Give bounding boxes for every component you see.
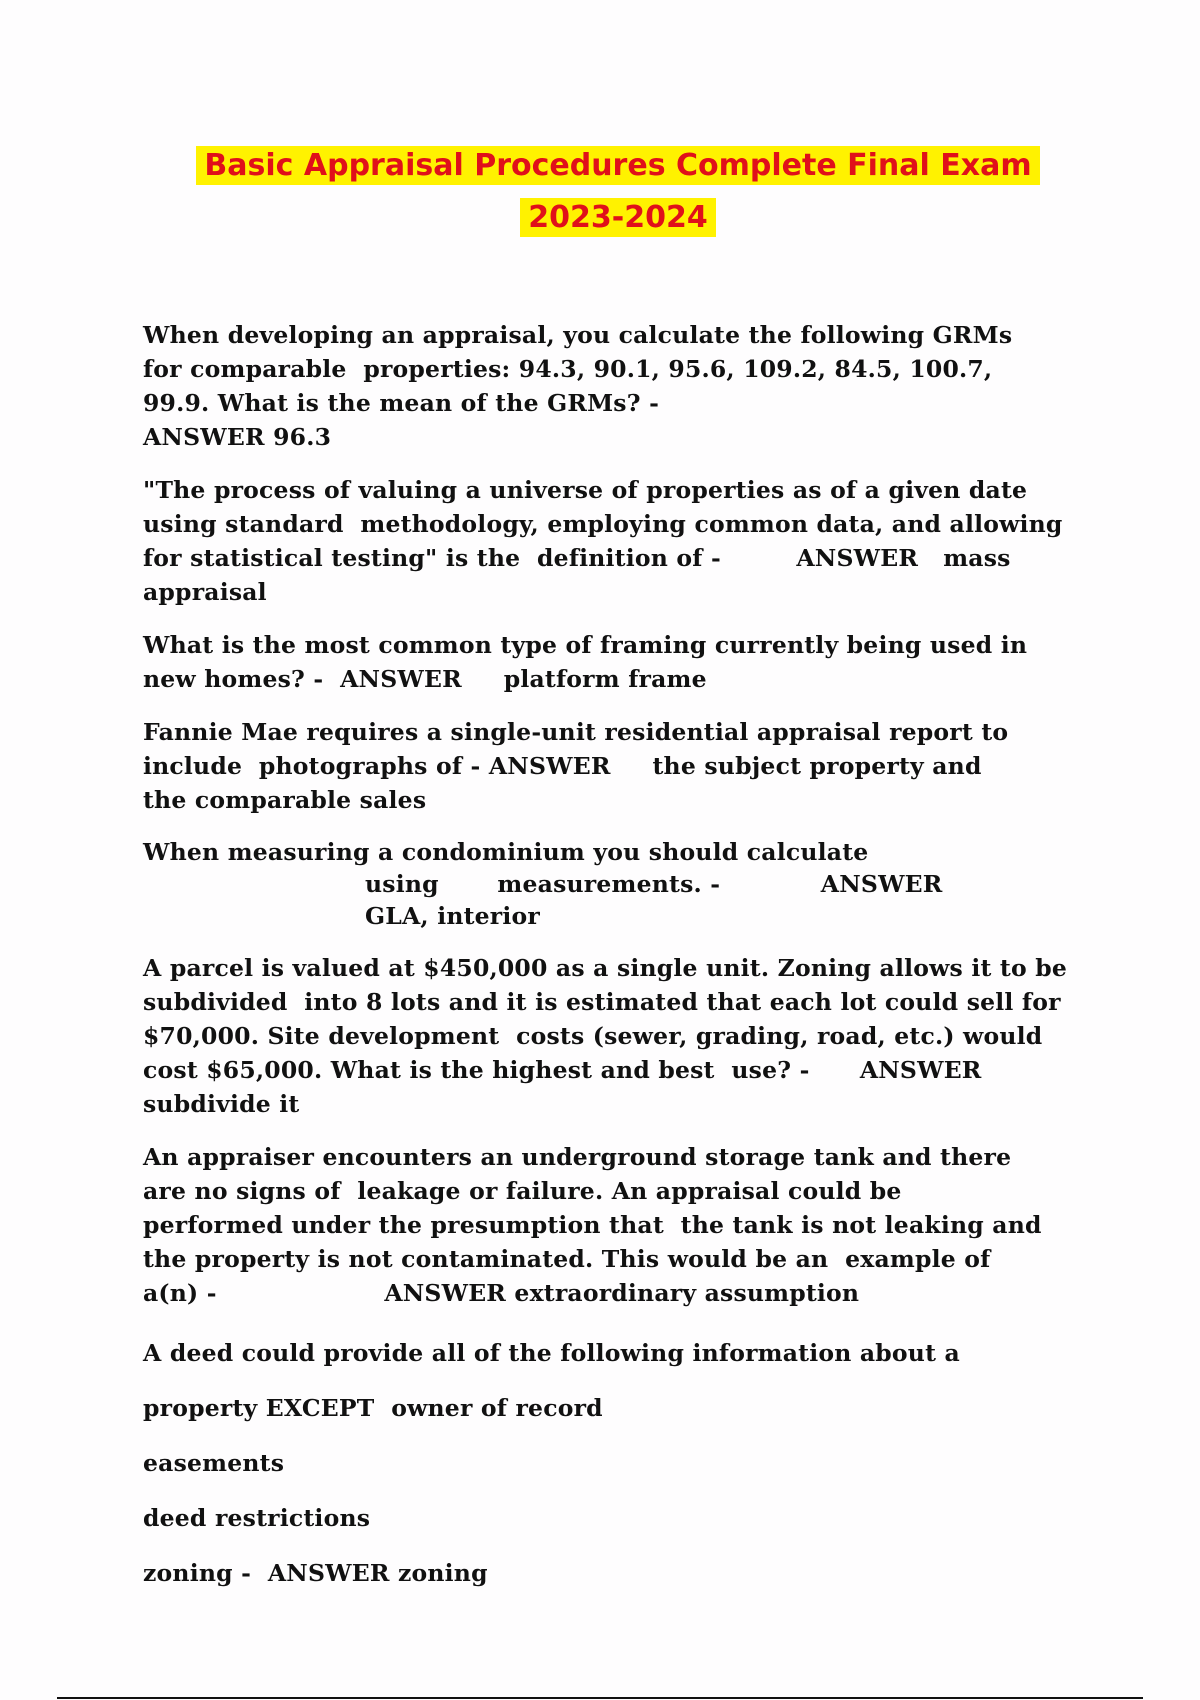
text-line: $70,000. Site development costs (sewer, grading, road, etc.) would: [143, 1022, 1043, 1050]
answer-line: subdivide it: [143, 1090, 300, 1118]
question-grm-mean: [143, 318, 1093, 454]
question-highest-best-use: [143, 951, 1093, 1121]
text-line: using measurements. - ANSWER: [365, 870, 943, 898]
answer-line: new homes? - ANSWER platform frame: [143, 665, 707, 693]
text-line: include photographs of - ANSWER the subject property and: [143, 752, 982, 780]
text-line: An appraiser encounters an underground storage tank and there: [143, 1143, 1012, 1171]
question-fannie-mae-photos: [143, 715, 1093, 817]
text-line: 99.9. What is the mean of the GRMs? -: [143, 389, 660, 417]
question-mass-appraisal: [143, 473, 1093, 609]
option-line: easements: [143, 1449, 285, 1477]
text-line: A parcel is valued at $450,000 as a single unit. Zoning allows it to be: [143, 954, 1067, 982]
answer-line: a(n) - ANSWER extraordinary assumption: [143, 1279, 860, 1307]
text-line: When measuring a condominium you should calculate: [143, 838, 869, 866]
answer-line: zoning - ANSWER zoning: [143, 1559, 488, 1587]
question-storage-tank: [143, 1140, 1093, 1310]
answer-line: the comparable sales: [143, 786, 427, 814]
answer-line: appraisal: [143, 578, 267, 606]
question-framing: [143, 628, 1093, 696]
text-line: are no signs of leakage or failure. An appraisal could be: [143, 1177, 902, 1205]
answer-line: GLA, interior: [365, 902, 540, 930]
title-line-2: 2023-2024: [520, 198, 715, 237]
text-line: the property is not contaminated. This would be an example of: [143, 1245, 991, 1273]
text-line: What is the most common type of framing currently being used in: [143, 631, 1028, 659]
document-title: [0, 140, 1200, 244]
question-condominium-measuring: [143, 836, 1093, 932]
document-body: [143, 318, 1093, 1611]
text-line: for statistical testing" is the definition of - ANSWER mass: [143, 544, 1011, 572]
text-line: When developing an appraisal, you calculate the following GRMs: [143, 321, 1013, 349]
text-line: Fannie Mae requires a single-unit residential appraisal report to: [143, 718, 1009, 746]
option-line: deed restrictions: [143, 1504, 371, 1532]
question-deed-information: [143, 1336, 1093, 1590]
text-line: using standard methodology, employing common data, and allowing: [143, 510, 1063, 538]
text-line: for comparable properties: 94.3, 90.1, 95.6, 109.2, 84.5, 100.7,: [143, 355, 993, 383]
text-line: A deed could provide all of the following information about a: [143, 1339, 960, 1367]
text-line: cost $65,000. What is the highest and best use? - ANSWER: [143, 1056, 982, 1084]
text-line: subdivided into 8 lots and it is estimated that each lot could sell for: [143, 988, 1061, 1016]
answer-line: ANSWER 96.3: [143, 423, 332, 451]
text-line: "The process of valuing a universe of properties as of a given date: [143, 476, 1028, 504]
title-line-1: Basic Appraisal Procedures Complete Final Exam: [196, 146, 1039, 185]
footer-divider: [57, 1697, 1143, 1699]
text-line: property EXCEPT owner of record: [143, 1394, 603, 1422]
text-line: performed under the presumption that the tank is not leaking and: [143, 1211, 1042, 1239]
